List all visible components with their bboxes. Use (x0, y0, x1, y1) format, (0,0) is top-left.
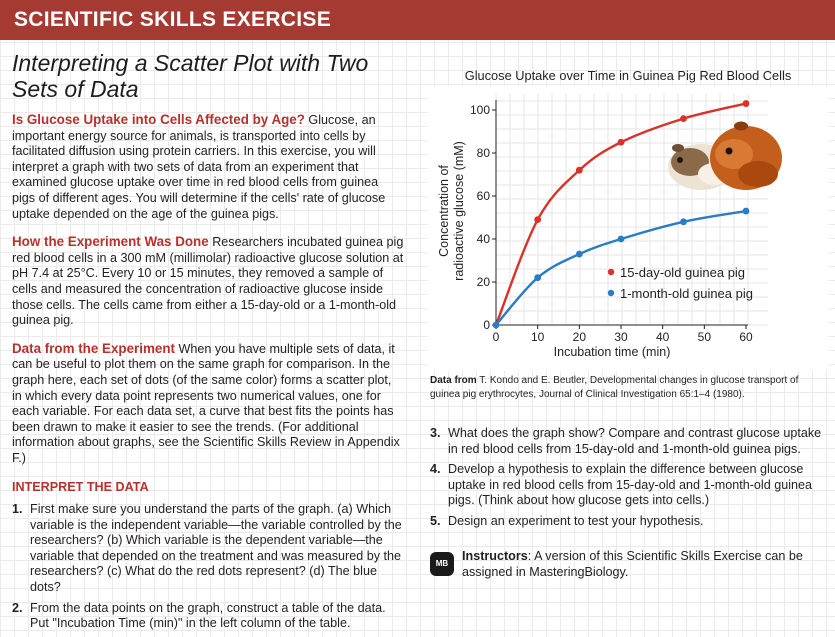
y-axis-label-line1: Concentration of (437, 165, 451, 257)
right-column (430, 426, 822, 535)
question-text: First make sure you understand the parts of the graph. (a) Which variable is the independent variable—the variable controlled by the researchers? (b) Which variable is the dependent variable—the variable that depended on the treatment and was measured by the researchers? (c) What do the red dots represent? (d) The blue dots? (30, 502, 402, 595)
section-heading: How the Experiment Was Done (12, 234, 209, 250)
question-text: From the data points on the graph, construct a table of the data. Put "Incubation Time (min)" in the left column of the table. (30, 600, 386, 631)
x-tick-label: 10 (530, 330, 545, 344)
section-body: When you have multiple sets of data, it can be useful to plot them on the same graph for comparison. In the graph here, each set of dots (of the same color) forms a scatter plot, in which every data point represents two numerical values, one for each variable. For each data set, a curve that best fits the points has been drawn to make it easier to see the trends. (For additional information about graphs, see the Scientific Skills Review in Appendix F.) (12, 341, 400, 465)
y-axis-label-line2: radioactive glucose (mM) (452, 141, 466, 281)
question-item (430, 462, 822, 509)
legend-marker-1month (608, 290, 614, 296)
x-tick-label: 20 (572, 330, 587, 344)
question-number: 2. (12, 600, 23, 615)
glucose-scatter-chart (428, 86, 828, 371)
data-point-series-0 (680, 115, 687, 122)
y-tick-label: 80 (476, 146, 490, 160)
x-tick-label: 0 (492, 330, 500, 344)
data-point-series-0 (534, 216, 541, 223)
data-point-series-1 (618, 236, 625, 243)
x-tick-label: 40 (655, 330, 670, 344)
instructors-text (462, 549, 822, 580)
section-body: Glucose, an important energy source for animals, is transported into cells by facilitated diffusion using protein carriers. In this exercise, you will interpret a graph with two sets of data from an experiment that examined glucose uptake over time in red blood cells from guinea pigs of different ages. You will determine if the cells' rate of glucose uptake depended on the age of the guinea pigs. (12, 113, 386, 221)
data-point-origin (493, 322, 500, 329)
data-point-series-0 (576, 167, 583, 174)
question-text: Develop a hypothesis to explain the difference between glucose uptake in red blood cells from 15-day-old and 1-month-old guinea pigs. (Think about how glucose gets into cells.) (448, 462, 813, 508)
y-tick-label: 100 (469, 103, 490, 117)
instructors-note (430, 549, 822, 580)
x-tick-label: 50 (697, 330, 712, 344)
interpret-heading: INTERPRET THE DATA (12, 480, 149, 495)
data-point-series-1 (680, 218, 687, 225)
mastering-biology-icon: MB (430, 552, 454, 576)
question-number: 5. (430, 513, 441, 528)
section-heading: Data from the Experiment (12, 340, 175, 356)
legend-label-1month: 1-month-old guinea pig (620, 286, 753, 301)
question-item (12, 601, 404, 632)
data-point-series-1 (576, 251, 583, 258)
instructors-body: : A version of this Scientific Skills Exercise can be assigned in MasteringBiology. (462, 549, 803, 579)
chart-title: Glucose Uptake over Time in Guinea Pig Red Blood Cells (464, 68, 792, 83)
x-axis-label: Incubation time (min) (553, 345, 671, 359)
left-column (12, 112, 404, 637)
y-tick-label: 60 (476, 189, 490, 203)
x-tick-label: 60 (739, 330, 753, 344)
section-method (12, 234, 404, 329)
question-text: What does the graph show? Compare and contrast glucose uptake in red blood cells from 15-day-old and 1-month-old guinea pigs. (448, 426, 822, 456)
question-list (12, 502, 404, 632)
x-tick-label: 30 (614, 330, 628, 344)
section-heading: Is Glucose Uptake into Cells Affected by Age? (12, 112, 305, 127)
exercise-banner: SCIENTIFIC SKILLS EXERCISE (0, 0, 835, 40)
question-number: 4. (430, 462, 441, 477)
question-item (12, 502, 404, 596)
section-body: Researchers incubated guinea pig red blood cells in a 300 mM (millimolar) radioactive glucose solution at pH 7.4 at 25°C. Every 10 or 15 minutes, they removed a sample of cells and measured the concentration of radioactive glucose inside those cells. The cells came from either a 15-day-old or a 1-month-old guinea pig. (12, 235, 404, 328)
question-item (430, 514, 822, 530)
question-text: Design an experiment to test your hypothesis. (448, 513, 704, 528)
question-number: 3. (430, 426, 441, 440)
y-tick-label: 40 (476, 232, 490, 246)
question-number: 1. (12, 502, 23, 517)
data-point-series-1 (743, 208, 750, 215)
section-data (12, 341, 404, 467)
question-item (430, 426, 822, 457)
instructors-label: Instructors (462, 549, 528, 563)
data-point-series-1 (534, 274, 541, 281)
source-label: Data from (430, 375, 477, 386)
question-list (430, 426, 822, 530)
source-citation: T. Kondo and E. Beutler, Developmental changes in glucose transport of guinea pig erythrocytes, Journal of Clinical Investigation 65:1–4 (1980). (430, 375, 799, 400)
section-age (12, 112, 404, 222)
page-title: Interpreting a Scatter Plot with Two Sets of Data (12, 50, 369, 102)
data-point-series-0 (743, 100, 750, 107)
y-tick-label: 0 (483, 318, 490, 332)
data-point-series-0 (618, 139, 625, 146)
y-tick-label: 20 (476, 275, 490, 289)
legend-label-15day: 15-day-old guinea pig (620, 265, 746, 280)
legend-marker-15day (608, 269, 614, 275)
data-source (430, 374, 830, 402)
